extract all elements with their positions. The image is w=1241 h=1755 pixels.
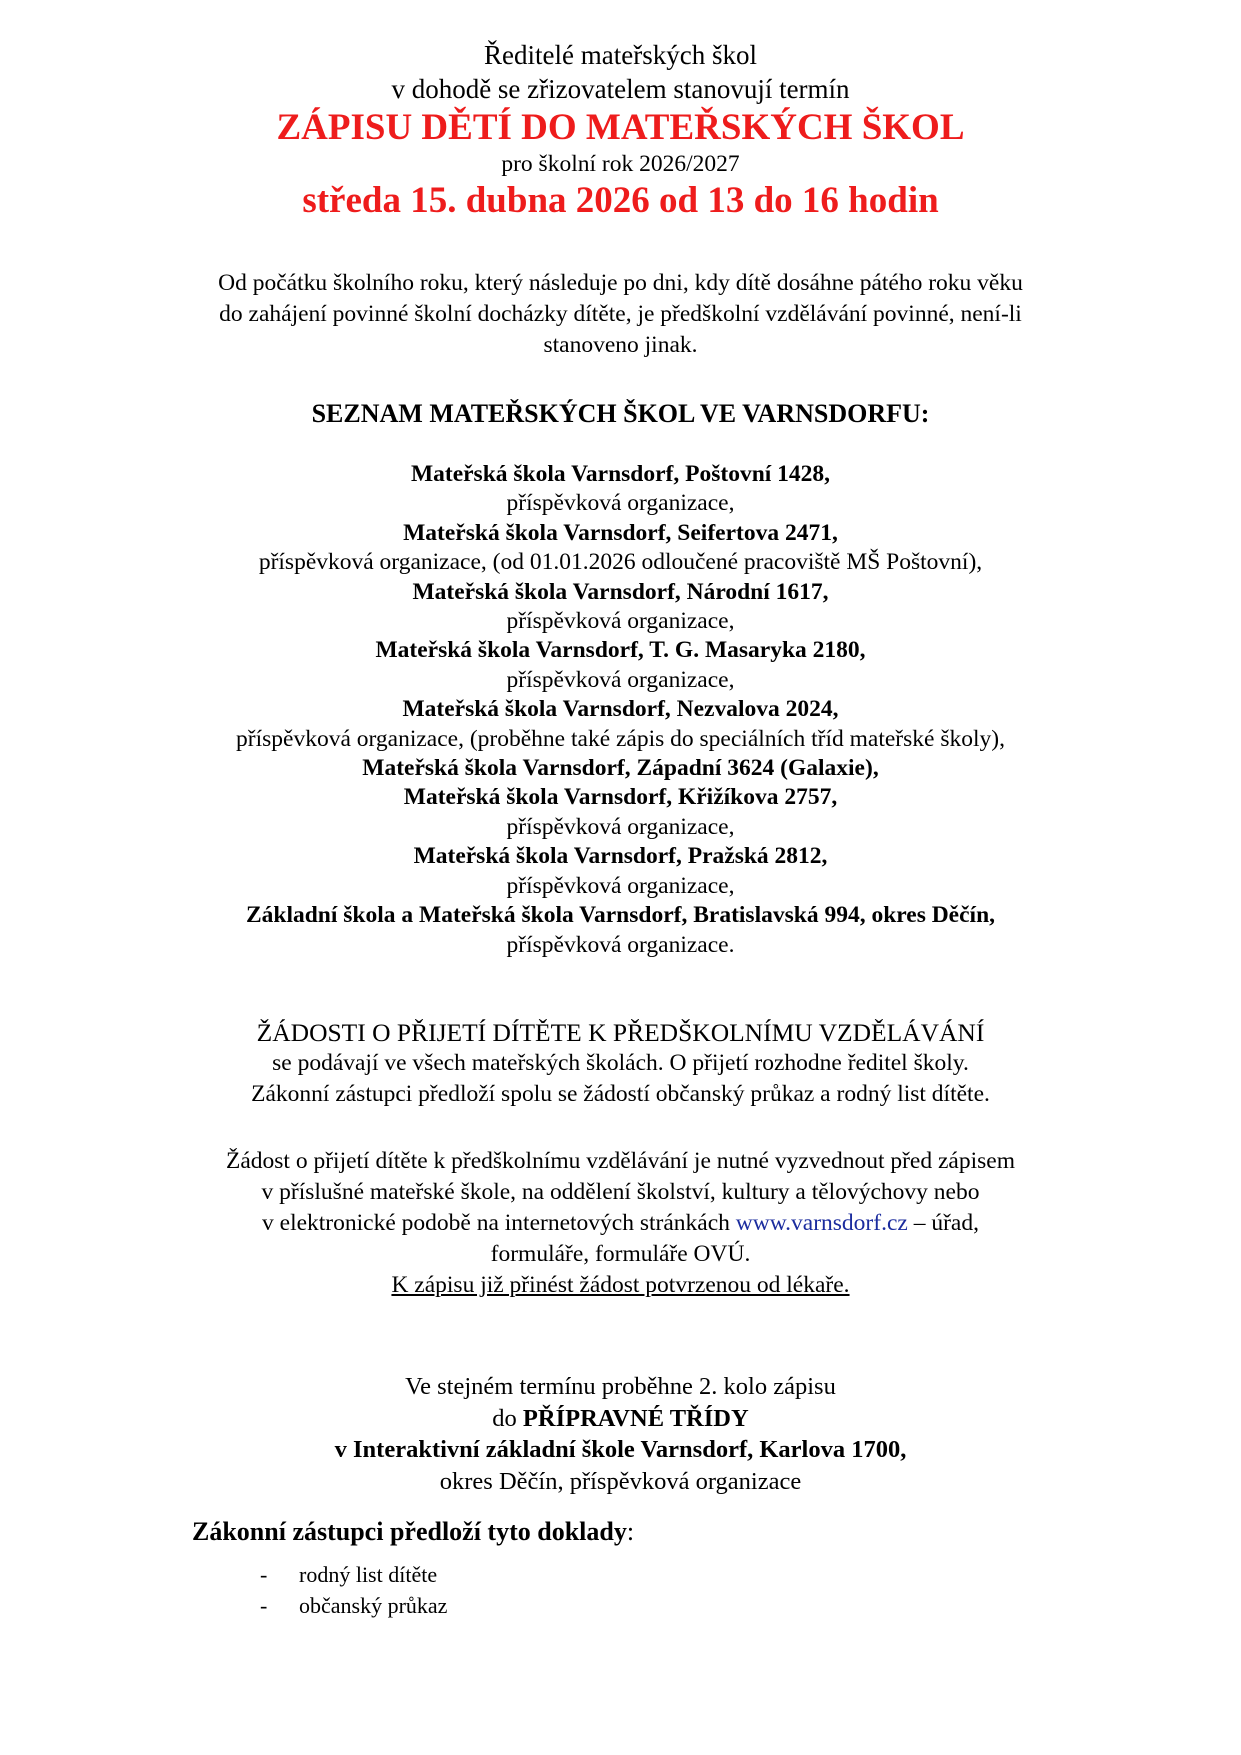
required-documents-title [192, 1516, 634, 1548]
pickup-line: Žádost o přijetí dítěte k předškolnímu vzdělávání je nutné vyzvednout před zápisem [226, 1148, 1015, 1174]
applications-line: Zákonní zástupci předloží spolu se žádostí občanský průkaz a rodný list dítěte. [251, 1081, 990, 1107]
school-note: příspěvková organizace, [506, 666, 735, 693]
school-name: Mateřská škola Varnsdorf, Nezvalova 2024, [402, 696, 839, 723]
school-note: příspěvková organizace, [506, 813, 735, 840]
prep-text: do [492, 1404, 523, 1432]
pickup-text: – úřad, [907, 1210, 979, 1236]
school-list-title: SEZNAM MATEŘSKÝCH ŠKOL VE VARNSDORFU: [311, 399, 930, 428]
school-note: příspěvková organizace, [506, 490, 735, 517]
dash-bullet-icon: - [260, 1593, 268, 1618]
school-year: pro školní rok 2026/2027 [501, 151, 740, 177]
school-note: příspěvková organizace, (od 01.01.2026 odloučené pracoviště MŠ Poštovní), [258, 549, 983, 576]
pickup-line [0, 1208, 1241, 1239]
document-name: rodný list dítěte [299, 1562, 438, 1587]
intro-line: Od počátku školního roku, který následuje po dni, kdy dítě dosáhne pátého roku věku [218, 270, 1023, 296]
application-pickup-section [0, 1146, 1241, 1301]
pickup-line: formuláře, formuláře OVÚ. [490, 1241, 751, 1267]
document-name: občanský průkaz [299, 1593, 448, 1618]
required-documents-list [260, 1559, 447, 1621]
applications-line: se podávají ve všech mateřských školách. O přijetí rozhodne ředitel školy. [272, 1050, 969, 1076]
school-note: příspěvková organizace, [506, 608, 735, 635]
documents-title-text: Zákonní zástupci předloží tyto doklady [192, 1517, 627, 1546]
prep-line: okres Děčín, příspěvková organizace [439, 1467, 802, 1495]
preparatory-class-section [0, 1371, 1241, 1497]
header-line-1: Ředitelé mateřských škol [484, 40, 757, 70]
prep-line: Ve stejném termínu proběhne 2. kolo zápisu [405, 1373, 836, 1400]
varnsdorf-website-link[interactable]: www.varnsdorf.cz [735, 1210, 908, 1236]
enrollment-title: ZÁPISU DĚTÍ DO MATEŘSKÝCH ŠKOL [276, 107, 965, 148]
school-note: příspěvková organizace, [506, 872, 735, 899]
pickup-text: v elektronické podobě na internetových stránkách [262, 1210, 736, 1236]
applications-title: ŽÁDOSTI O PŘIJETÍ DÍTĚTE K PŘEDŠKOLNÍMU VZDĚLÁVÁNÍ [256, 1018, 985, 1047]
school-name: Mateřská škola Varnsdorf, Národní 1617, [412, 578, 829, 605]
intro-paragraph [0, 268, 1241, 361]
school-note: příspěvková organizace. [506, 931, 735, 958]
school-name: Mateřská škola Varnsdorf, T. G. Masaryka 2180, [375, 637, 866, 664]
list-item [260, 1590, 447, 1621]
school-note: příspěvková organizace, (proběhne také zápis do speciálních tříd mateřské školy), [236, 725, 1005, 752]
enrollment-date: středa 15. dubna 2026 od 13 do 16 hodin [302, 180, 939, 221]
school-name: Základní škola a Mateřská škola Varnsdorf, Bratislavská 994, okres Děčín, [245, 902, 996, 929]
list-item [260, 1559, 447, 1590]
prep-line [0, 1403, 1241, 1435]
applications-section [0, 1018, 1241, 1110]
header-line-2: v dohodě se zřizovatelem stanovují termín [391, 74, 850, 104]
school-name: Mateřská škola Varnsdorf, Pražská 2812, [413, 843, 828, 870]
pickup-line: v příslušné mateřské škole, na oddělení školství, kultury a tělovýchovy nebo [261, 1179, 980, 1205]
intro-line: stanoveno jinak. [543, 332, 698, 358]
school-list [0, 460, 1241, 960]
preparatory-class-title: PŘÍPRAVNÉ TŘÍDY [522, 1404, 749, 1432]
school-name: Mateřská škola Varnsdorf, Poštovní 1428, [410, 461, 831, 487]
intro-line: do zahájení povinné školní docházky dítěte, je předškolní vzdělávání povinné, není-li [219, 301, 1022, 327]
documents-title-colon: : [626, 1517, 635, 1546]
prep-school-name: v Interaktivní základní škole Varnsdorf, Karlova 1700, [334, 1436, 907, 1463]
dash-bullet-icon: - [260, 1562, 268, 1587]
header [0, 38, 1241, 223]
school-name: Mateřská škola Varnsdorf, Seifertova 2471, [403, 519, 838, 546]
doctor-confirmation-note: K zápisu již přinést žádost potvrzenou od lékaře. [391, 1272, 850, 1298]
school-name: Mateřská škola Varnsdorf, Západní 3624 (Galaxie), [362, 755, 879, 782]
school-name: Mateřská škola Varnsdorf, Křižíkova 2757, [403, 784, 838, 811]
